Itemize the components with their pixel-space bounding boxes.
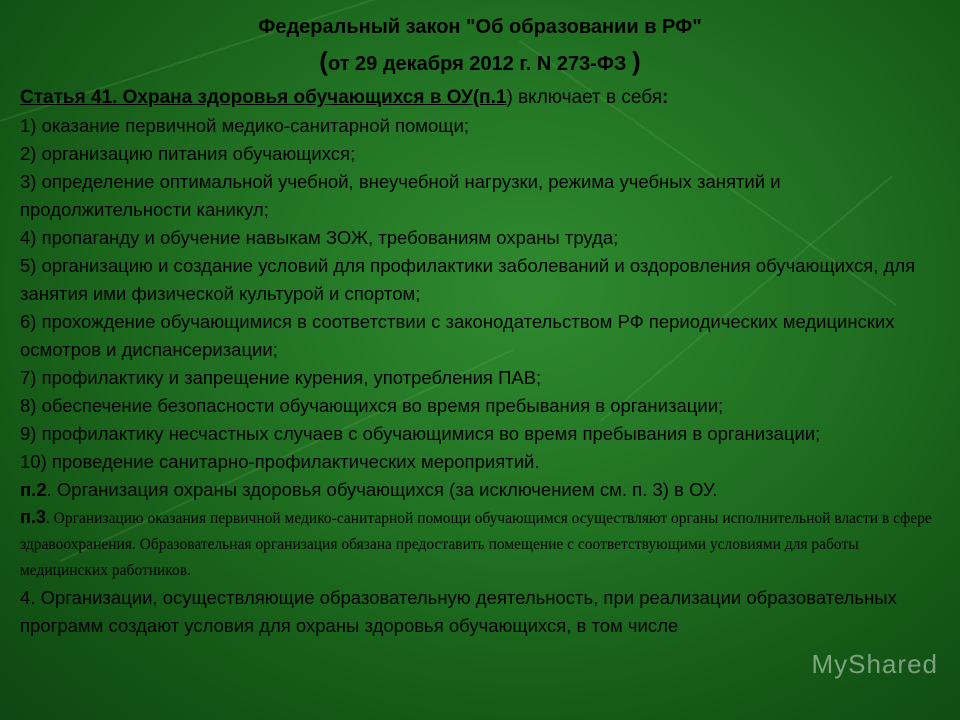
list-item: 5) организацию и создание условий для профилактики заболеваний и оздоровления обучающихся, для занятия ими физической культурой и спортом; [20, 255, 916, 304]
article-title: Статья 41. Охрана здоровья обучающихся в ОУ [20, 87, 473, 108]
list-item: 10) проведение санитарно-профилактических мероприятий. [20, 451, 540, 472]
article-ref: (п.1 [472, 87, 507, 108]
article-heading-colon: : [662, 87, 669, 108]
list-item: 9) профилактику несчастных случаев с обучающимися во время пребывания в организации; [20, 423, 821, 444]
article-heading [20, 84, 945, 112]
list-item: 2) организацию питания обучающихся; [20, 143, 356, 164]
slide-title: Федеральный закон "Об образовании в РФ" [258, 16, 702, 38]
watermark-logo: MyShared [811, 649, 938, 679]
paragraph-3-label: п.3 [20, 507, 46, 527]
article-heading-rest: ) включает в себя [506, 87, 662, 108]
paragraph-2-text: . Организация охраны здоровья обучающихся (за исключением см. п. 3) в ОУ. [46, 479, 718, 500]
list-item: 1) оказание первичной медико-санитарной помощи; [20, 115, 469, 136]
subtitle-close-paren: ) [632, 46, 641, 76]
paragraph-2-label: п.2 [20, 479, 47, 500]
subtitle-text: от 29 декабря 2012 г. N 273-ФЗ [327, 53, 633, 75]
slide-subtitle [0, 46, 960, 77]
list-item: 3) определение оптимальной учебной, внеучебной нагрузки, режима учебных занятий и продолжительности каникул; [20, 171, 781, 220]
list-item: 4) пропаганду и обучение навыкам ЗОЖ, требованиям охраны труда; [20, 227, 619, 248]
list-item: 7) профилактику и запрещение курения, употребления ПАВ; [20, 367, 542, 388]
list-item: 6) прохождение обучающимися в соответствии с законодательством РФ периодических медицинских осмотров и диспансеризации; [20, 311, 895, 360]
subtitle-open-paren: ( [319, 46, 328, 76]
slide-body [20, 84, 945, 640]
list-item: 8) обеспечение безопасности обучающихся во время пребывания в организации; [20, 395, 724, 416]
paragraph-4: 4. Организации, осуществляющие образовательную деятельность, при реализации образовательных программ создают условия для охраны здоровья обучающихся, в том числе [20, 587, 897, 636]
paragraph-3 [20, 504, 945, 584]
paragraph-2 [20, 476, 945, 504]
paragraph-3-text: . Организацию оказания первичной медико-санитарной помощи обучающимся осуществляют органы исполнительной власти в сфере здравоохранения. Образовательная организация обязана предоставить помещение с соответствующими условиями для работы медицинских работников. [20, 510, 932, 579]
